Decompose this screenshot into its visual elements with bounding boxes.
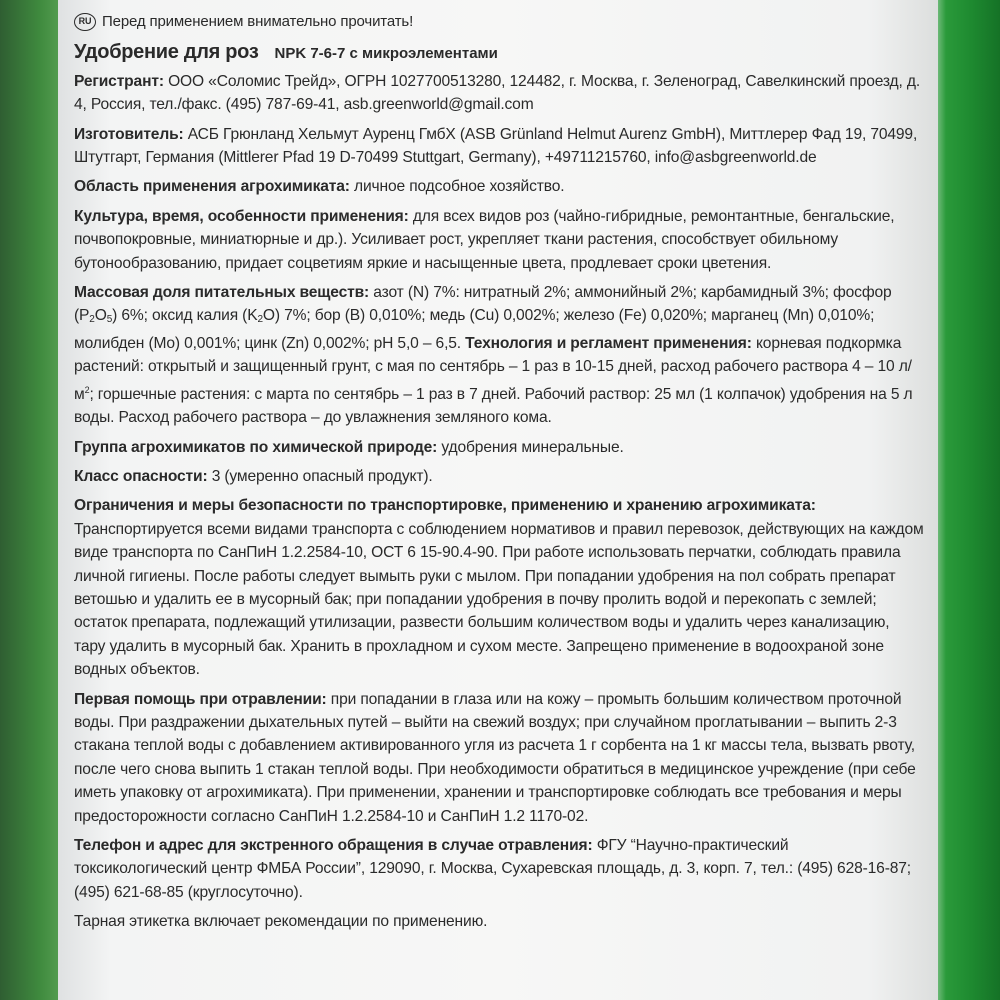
bottle-right-edge	[928, 0, 1000, 1000]
registrant-text: ООО «Соломис Трейд», ОГРН 1027700513280, 124482, г. Москва, г. Зеленоград, Савелкинский проезд, д. 4, Россия, тел./факс. (495) 787-69-41, asb.greenworld@gmail.com	[74, 72, 921, 114]
product-title	[74, 41, 924, 65]
manufacturer-section	[74, 123, 924, 170]
hazard-section	[74, 465, 924, 488]
hazard-text: 3 (умеренно опасный продукт).	[211, 467, 433, 485]
warning-line	[74, 10, 924, 33]
nutrients-text-d: O) 7%; бор (B) 0,010%; медь (Cu) 0,002%; железо (Fe) 0,020%; марганец (Mn) 0,010%; молибден (Mo) 0,001%; цинк (Zn) 0,002%; pH 5,0 – 6,5.	[74, 307, 875, 352]
nutrients-text-c: ) 6%; оксид калия (K	[112, 307, 258, 325]
safety-text: Транспортируется всеми видами транспорта с соблюдением нормативов и правил перевозок, действующих на каждом виде транспорта по СанПиН 1.2.2584-10, ОСТ 6 15-90.4-90. При работе использовать перчатки, соблюдать правила личной гигиены. После работы следует вымыть руки с мылом. При попадании удобрения на пол собрать препарат ветошью и удалить ее в мусорный бак; при попадании удобрения в почву пролить водой и перекопать с землей; остаток препарата, подлежащий утилизации, развести большим количеством воды и удалить через канализацию, тару удалить в мусорный бак. Хранить в прохладном и сухом месте. Запрещено применение в водоохраной зоне водных объектов.	[74, 520, 924, 679]
culture-text: для всех видов роз (чайно-гибридные, ремонтантные, бенгальские, почвопокровные, миниатюрные и др.). Усиливает рост, укрепляет ткани растения, способствует обильному бутонообразованию, придает соцветиям яркие и насыщенные цвета, продлевает сроки цветения.	[74, 207, 895, 272]
culture-section	[74, 205, 924, 275]
k-subscript-2: 2	[257, 314, 263, 326]
culture-label: Культура, время, особенности применения:	[74, 207, 409, 225]
emergency-text: ФГУ “Научно-практический токсикологический центр ФМБА России”, 129090, г. Москва, Сухаревская площадь, д. 3, корп. 7, тел.: (495) 628-16-87; (495) 621-68-85 (круглосуточно).	[74, 837, 911, 901]
safety-section	[74, 494, 924, 681]
technology-text-a: корневая подкормка растений: открытый и защищенный грунт, с мая по сентябрь – 1 раз в 10-15 дней, расход рабочего раствора 4 – 10 л/м	[74, 334, 912, 403]
group-section	[74, 436, 924, 459]
manufacturer-text: АСБ Грюнланд Хельмут Ауренц ГмбХ (ASB Grünland Helmut Aurenz GmbH), Миттлерер Фад 19, 70499, Штутгарт, Германия (Mittlerer Pfad 19 D-70499 Stuttgart, Germany), +49711215760, info@asbgreenworld.de	[74, 125, 918, 167]
label-content	[74, 10, 924, 940]
m2-superscript: 2	[84, 384, 90, 395]
hazard-label: Класс опасности:	[74, 467, 208, 485]
p-subscript-2: 2	[89, 314, 95, 326]
nutrients-text-a: азот (N) 7%: нитратный 2%; аммонийный 2%; карбамидный 3%; фосфор (P	[74, 284, 892, 325]
o-subscript-5: 5	[106, 314, 113, 326]
product-npk: NPK 7-6-7 с микроэлементами	[274, 45, 498, 63]
technology-label: Технология и регламент применения:	[465, 334, 752, 352]
manufacturer-label: Изготовитель:	[74, 125, 184, 143]
technology-text-b: ; горшечные растения: с марта по сентябрь – 1 раз в 7 дней. Рабочий раствор: 25 мл (1 колпачок) удобрения на 5 л воды. Расход рабочего раствора – до увлажнения земляного кома.	[74, 385, 913, 427]
area-section	[74, 175, 924, 198]
first-aid-label: Первая помощь при отравлении:	[74, 690, 327, 708]
language-badge: RU	[74, 13, 96, 31]
nutrients-section	[74, 281, 924, 429]
first-aid-text: при попадании в глаза или на кожу – промыть большим количеством проточной воды. При раздражении дыхательных путей – выйти на свежий воздух; при случайном проглатывании – выпить 2-3 стакана теплой воды с добавлением активированного угля из расчета 1 г сорбента на 1 кг массы тела, вызвать рвоту, после чего снова выпить 1 стакан теплой воды. При необходимости обратиться в медицинское учреждение (при себе иметь упаковку от агрохимиката). При применении, хранении и транспортировке соблюдать все требования и меры предосторожности согласно СанПиН 1.2.2584-10 и СанПиН 1.2 1170-02.	[74, 690, 916, 825]
registrant-section	[74, 70, 924, 117]
area-label: Область применения агрохимиката:	[74, 178, 350, 196]
registrant-label: Регистрант:	[74, 72, 164, 90]
nutrients-label: Массовая доля питательных веществ:	[74, 284, 370, 302]
first-aid-section	[74, 688, 924, 828]
product-name: Удобрение для роз	[74, 41, 259, 64]
warning-text: Перед применением внимательно прочитать!	[102, 13, 414, 30]
emergency-label: Телефон и адрес для экстренного обращения в случае отравления:	[74, 837, 593, 854]
product-label	[58, 0, 938, 1000]
group-label: Группа агрохимикатов по химической природе:	[74, 438, 438, 456]
footer-note: Тарная этикетка включает рекомендации по применению.	[74, 913, 488, 931]
group-text: удобрения минеральные.	[441, 438, 624, 456]
area-text: личное подсобное хозяйство.	[354, 178, 565, 196]
emergency-section	[74, 834, 924, 904]
nutrients-text-b: O	[94, 307, 107, 325]
safety-label: Ограничения и меры безопасности по транспортировке, применению и хранению агрохимиката:	[74, 497, 816, 515]
